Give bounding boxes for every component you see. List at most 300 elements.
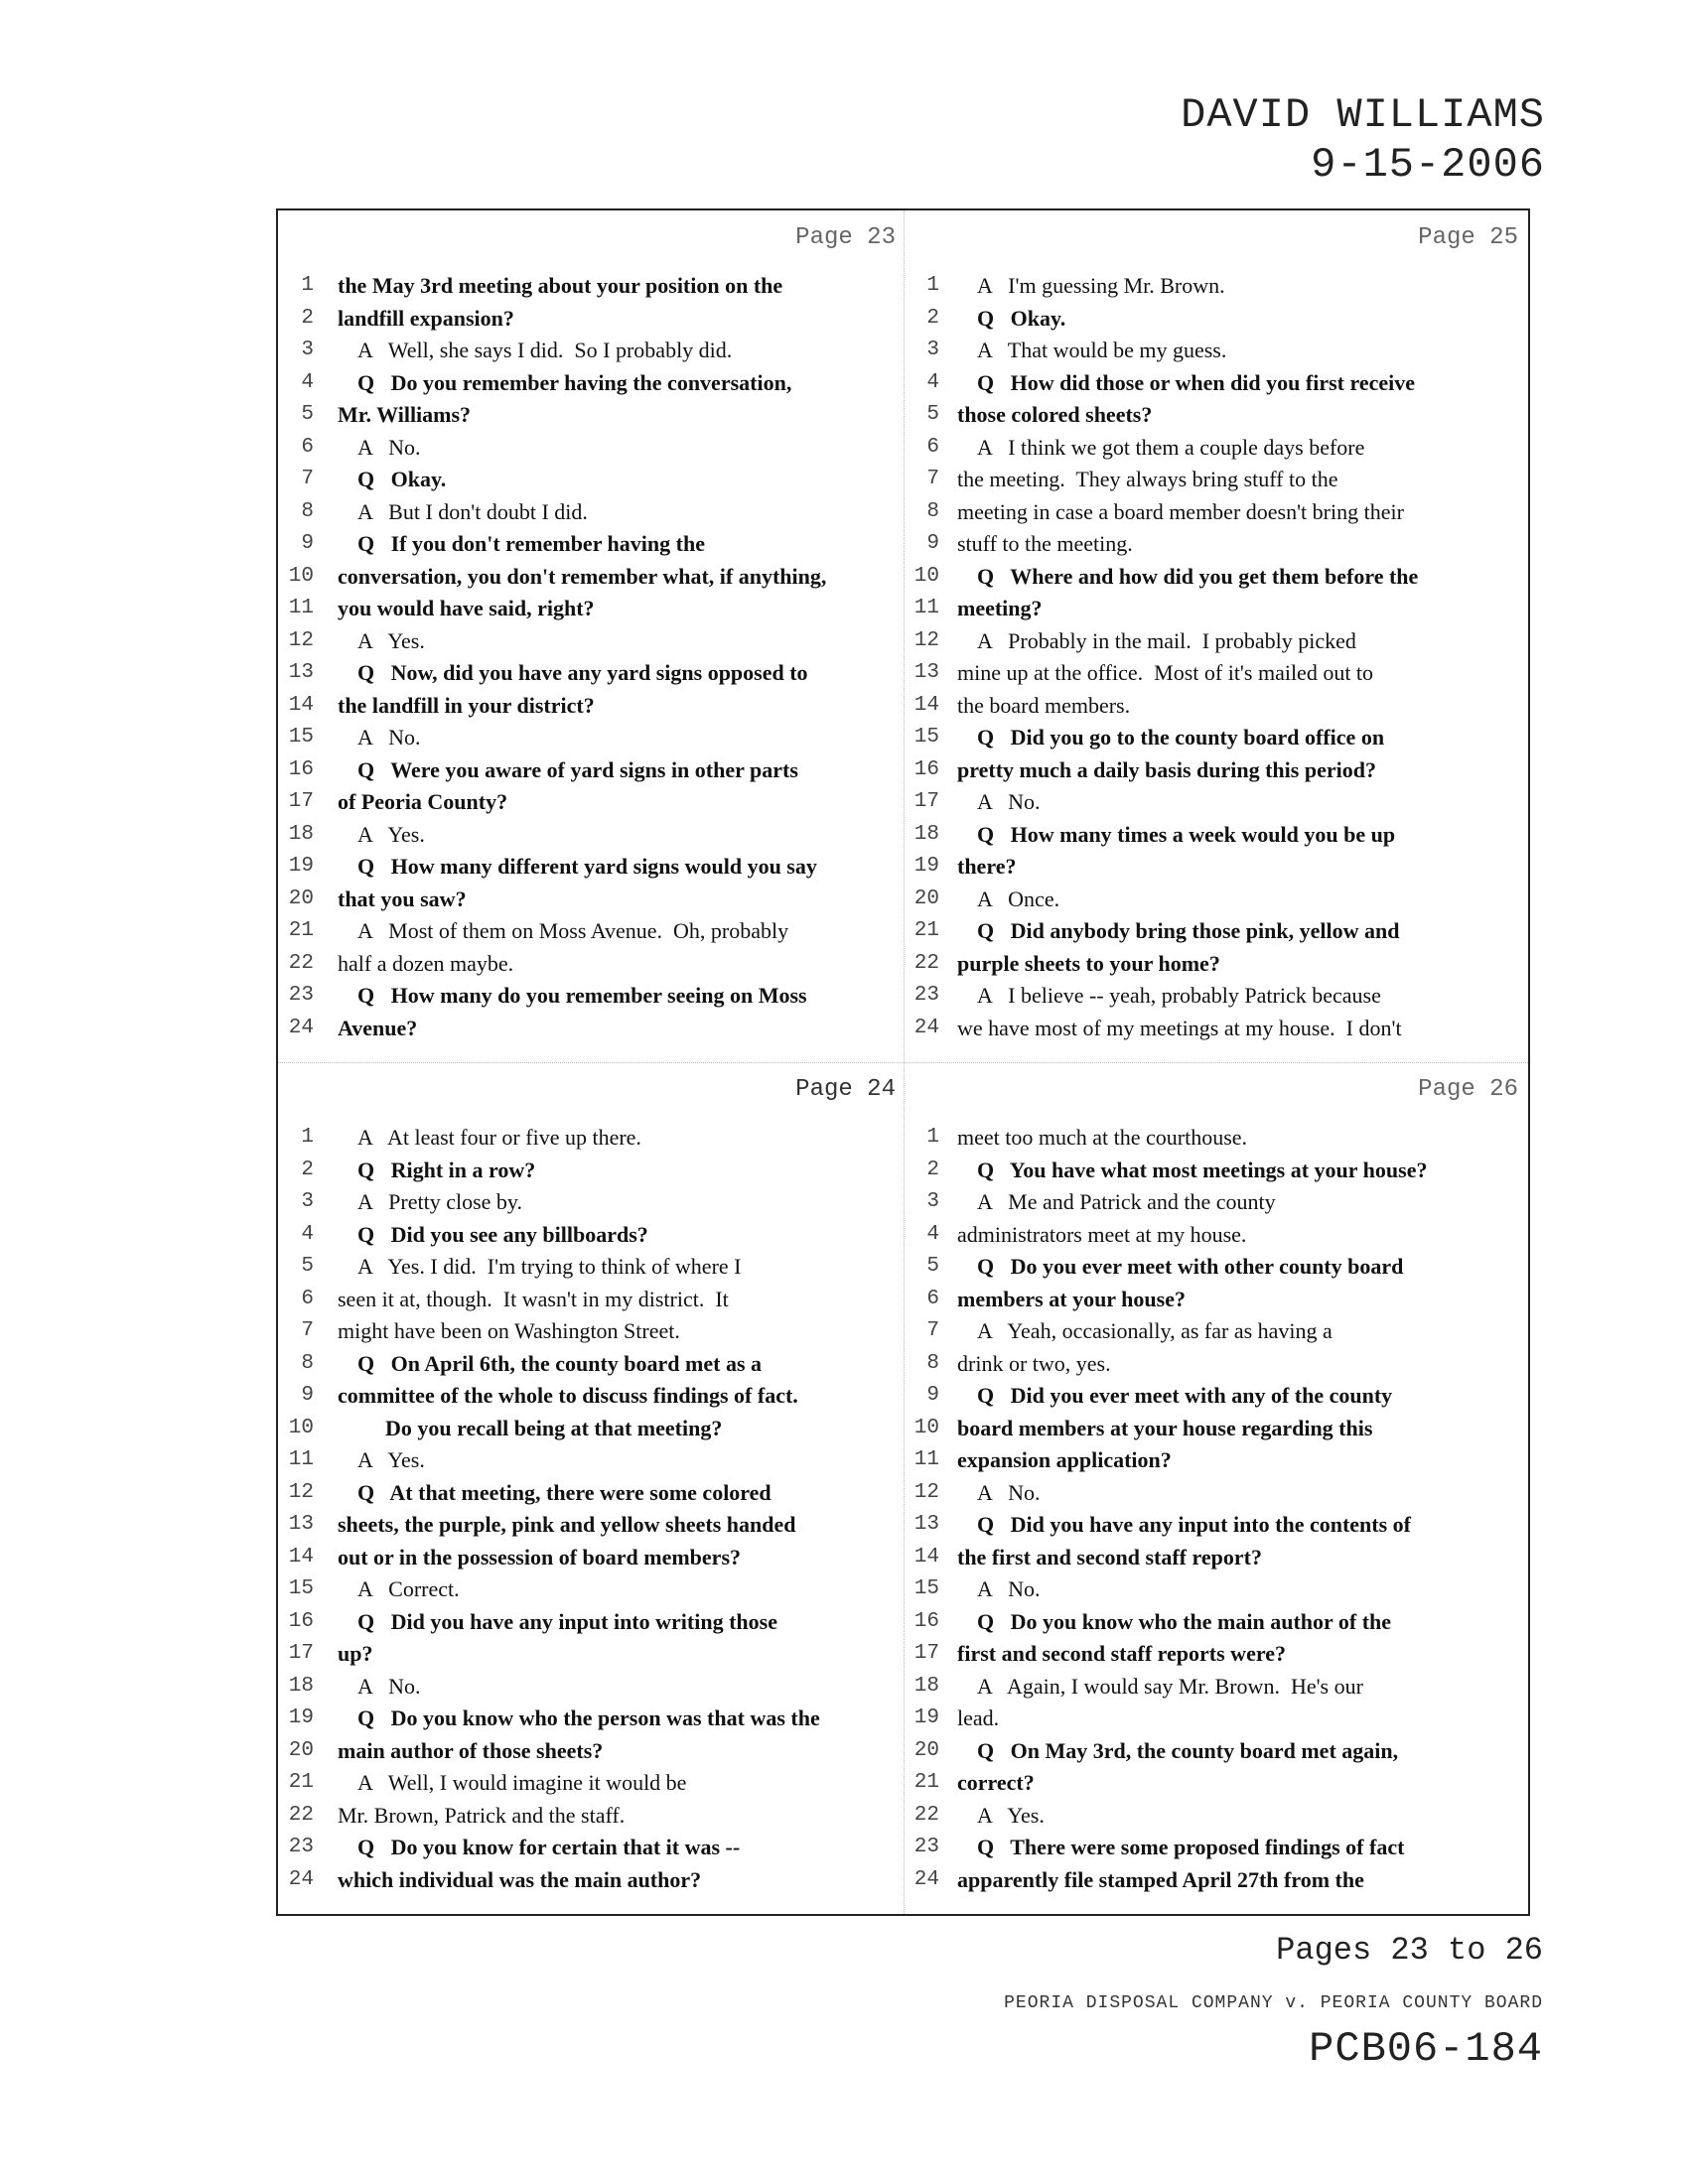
line-number: 9 [301, 532, 314, 555]
line-text: Mr. Williams? [338, 402, 472, 427]
transcript-line [904, 1348, 1530, 1381]
line-text: A Most of them on Moss Avenue. Oh, probably [357, 918, 789, 943]
line-text: Q If you don't remember having the [357, 531, 705, 556]
line-number: 17 [288, 790, 314, 813]
line-text: A No. [977, 1576, 1041, 1601]
transcript-line [904, 1444, 1530, 1477]
line-text: we have most of my meetings at my house. I don't [957, 1015, 1402, 1040]
line-number: 6 [301, 435, 314, 459]
line-text: the May 3rd meeting about your position on the [338, 273, 783, 298]
line-number: 8 [301, 1351, 314, 1375]
transcript-line [278, 851, 904, 884]
transcript-line [904, 690, 1530, 723]
line-text: half a dozen maybe. [338, 950, 514, 976]
transcript-line [278, 561, 904, 594]
line-text: members at your house? [957, 1286, 1186, 1311]
line-text: lead. [957, 1706, 1000, 1730]
transcript-line [904, 1735, 1530, 1768]
line-number: 20 [288, 887, 314, 910]
line-text: out or in the possession of board members? [338, 1544, 742, 1570]
line-number: 12 [288, 628, 314, 652]
line-text: Q Did you have any input into writing those [357, 1608, 777, 1634]
line-text: A I think we got them a couple days before [977, 434, 1365, 460]
transcript-line [904, 1186, 1530, 1219]
line-text: Q Do you know for certain that it was -- [357, 1835, 741, 1859]
line-number: 6 [926, 435, 939, 459]
line-text: the meeting. They always bring stuff to the [957, 467, 1338, 491]
line-number: 17 [913, 790, 939, 813]
transcript-lines [278, 270, 904, 1044]
transcript-line [278, 432, 904, 465]
line-number: 12 [913, 628, 939, 652]
transcript-line [904, 1380, 1530, 1413]
transcript-line [278, 335, 904, 367]
transcript-line [904, 593, 1530, 625]
transcript-line [904, 754, 1530, 787]
line-number: 18 [913, 1674, 939, 1698]
line-number: 4 [926, 1222, 939, 1246]
transcript-line [904, 367, 1530, 400]
deponent-name: DAVID WILLIAMS [1181, 91, 1545, 139]
line-text: Q At that meeting, there were some colored [357, 1479, 772, 1505]
line-number: 23 [288, 1836, 314, 1858]
line-text: Mr. Brown, Patrick and the staff. [338, 1802, 626, 1828]
line-number: 16 [913, 757, 939, 781]
line-number: 11 [913, 597, 939, 619]
line-text: pretty much a daily basis during this period? [957, 756, 1376, 782]
line-text: there? [957, 854, 1017, 879]
line-number: 21 [913, 1771, 939, 1794]
line-number: 21 [288, 1771, 314, 1794]
line-number: 11 [288, 597, 314, 619]
line-text: Q Do you know who the main author of the [977, 1608, 1392, 1634]
line-text: A No. [977, 789, 1041, 814]
line-number: 1 [301, 274, 314, 297]
transcript-line [278, 399, 904, 432]
line-text: purple sheets to your home? [957, 950, 1220, 976]
line-number: 13 [913, 1513, 939, 1536]
line-number: 5 [926, 1255, 939, 1278]
transcript-line [904, 819, 1530, 852]
transcript-line [904, 786, 1530, 819]
transcript-line [278, 690, 904, 723]
line-text: Q There were some proposed findings of fact [977, 1835, 1405, 1859]
transcript-line [904, 335, 1530, 367]
line-text: A Me and Patrick and the county [977, 1189, 1276, 1214]
transcript-frame [276, 208, 1530, 1916]
line-text: that you saw? [338, 886, 467, 911]
line-text: A Yes. [977, 1802, 1045, 1828]
transcript-line [278, 754, 904, 787]
line-text: Q Okay. [357, 467, 447, 491]
line-text: meeting in case a board member doesn't bring their [957, 498, 1404, 524]
transcript-line [278, 1832, 904, 1864]
line-text: board members at your house regarding this [957, 1415, 1373, 1440]
line-text: meet too much at the courthouse. [957, 1125, 1248, 1150]
transcript-line [904, 1315, 1530, 1348]
transcript-line [904, 1413, 1530, 1445]
line-text: mine up at the office. Most of it's mailed out to [957, 660, 1374, 685]
line-text: Q Where and how did you get them before the [977, 563, 1419, 589]
line-text: A Again, I would say Mr. Brown. He's our [977, 1673, 1363, 1699]
line-text: Q How did those or when did you first receive [977, 369, 1416, 395]
transcript-line [904, 1284, 1530, 1316]
line-number: 24 [913, 1016, 939, 1039]
transcript-line [278, 1251, 904, 1284]
line-text: expansion application? [957, 1447, 1172, 1472]
line-number: 15 [913, 1577, 939, 1600]
line-number: 2 [926, 1158, 939, 1181]
line-text: A Probably in the mail. I probably picked [977, 627, 1356, 653]
line-text: A Once. [977, 886, 1060, 911]
line-number: 7 [926, 1319, 939, 1342]
line-number: 5 [301, 403, 314, 426]
transcript-line [278, 1348, 904, 1381]
deposition-date: 9-15-2006 [1311, 141, 1545, 189]
line-number: 8 [926, 499, 939, 523]
line-number: 13 [288, 1513, 314, 1536]
transcript-line [904, 884, 1530, 916]
line-number: 23 [913, 984, 939, 1007]
line-number: 22 [913, 1803, 939, 1827]
line-number: 9 [926, 1384, 939, 1407]
line-text: apparently file stamped April 27th from the [957, 1866, 1364, 1892]
transcript-line [278, 1413, 904, 1445]
transcript-line [278, 1735, 904, 1768]
line-text: first and second staff reports were? [957, 1641, 1286, 1666]
line-text: Q Now, did you have any yard signs opposed to [357, 660, 808, 685]
line-text: Q Right in a row? [357, 1157, 536, 1182]
transcript-line [904, 1703, 1530, 1735]
transcript-line [278, 464, 904, 496]
line-number: 1 [926, 1126, 939, 1149]
line-number: 10 [288, 564, 314, 588]
line-text: A No. [357, 434, 421, 460]
transcript-line [278, 270, 904, 303]
line-text: Q On May 3rd, the county board met again, [977, 1737, 1399, 1763]
transcript-line [278, 1542, 904, 1574]
transcript-line [278, 1703, 904, 1735]
transcript-line [904, 1573, 1530, 1606]
line-text: Q Did you ever meet with any of the county [977, 1383, 1393, 1408]
transcript-line [278, 1767, 904, 1800]
line-number: 12 [288, 1480, 314, 1504]
transcript-line [904, 657, 1530, 690]
transcript-line [278, 1155, 904, 1187]
line-text: Q Did you see any billboards? [357, 1221, 648, 1247]
line-number: 15 [288, 726, 314, 749]
line-number: 23 [913, 1836, 939, 1858]
transcript-line [278, 1800, 904, 1833]
line-number: 16 [288, 1609, 314, 1633]
transcript-line [278, 1122, 904, 1155]
transcript-line [904, 1013, 1530, 1045]
line-number: 20 [913, 887, 939, 910]
transcript-line [278, 303, 904, 336]
line-text: A Yes. [357, 821, 425, 847]
line-number: 3 [301, 1190, 314, 1213]
line-number: 13 [288, 661, 314, 684]
line-number: 10 [913, 1416, 939, 1439]
line-number: 11 [913, 1448, 939, 1471]
transcript-line [278, 1573, 904, 1606]
line-text: main author of those sheets? [338, 1737, 604, 1763]
line-number: 14 [288, 693, 314, 717]
line-text: Q Do you ever meet with other county board [977, 1254, 1404, 1279]
line-number: 19 [913, 855, 939, 878]
line-text: A I'm guessing Mr. Brown. [977, 273, 1225, 298]
line-text: Q On April 6th, the county board met as a [357, 1350, 763, 1376]
page-number: Page 25 [1418, 224, 1518, 251]
page-number: Page 26 [1418, 1076, 1518, 1103]
transcript-line [904, 722, 1530, 754]
line-text: A Yes. [357, 627, 425, 653]
transcript-line [904, 1606, 1530, 1639]
line-number: 4 [301, 370, 314, 394]
line-text: the landfill in your district? [338, 692, 595, 718]
line-text: A No. [977, 1479, 1041, 1505]
transcript-line [904, 1219, 1530, 1252]
line-number: 16 [288, 757, 314, 781]
transcript-line [904, 625, 1530, 658]
transcript-line [278, 1315, 904, 1348]
transcript-line [904, 948, 1530, 981]
line-text: Q Do you remember having the conversation, [357, 369, 792, 395]
line-text: Q Were you aware of yard signs in other parts [357, 756, 798, 782]
line-text: conversation, you don't remember what, if anything, [338, 563, 827, 589]
transcript-line [278, 1013, 904, 1045]
line-number: 20 [913, 1738, 939, 1762]
line-number: 14 [288, 1545, 314, 1569]
line-number: 5 [926, 403, 939, 426]
line-number: 6 [926, 1287, 939, 1310]
transcript-line [904, 1477, 1530, 1510]
line-number: 7 [301, 468, 314, 490]
line-number: 10 [913, 564, 939, 588]
line-number: 22 [288, 951, 314, 975]
line-number: 23 [288, 984, 314, 1007]
line-text: committee of the whole to discuss findings of fact. [338, 1383, 798, 1408]
line-text: correct? [957, 1770, 1035, 1795]
transcript-line [278, 593, 904, 625]
transcript-line [904, 1800, 1530, 1833]
line-number: 24 [288, 1016, 314, 1039]
line-number: 15 [913, 726, 939, 749]
line-number: 17 [288, 1642, 314, 1665]
transcript-line [904, 851, 1530, 884]
transcript-page-24 [278, 1062, 904, 1916]
line-number: 13 [913, 661, 939, 684]
case-caption: PEORIA DISPOSAL COMPANY v. PEORIA COUNTY BOARD [1004, 1993, 1543, 2013]
transcript-line [278, 367, 904, 400]
line-number: 1 [301, 1126, 314, 1149]
transcript-line [904, 1638, 1530, 1671]
line-text: you would have said, right? [338, 596, 595, 620]
line-text: Q Did you have any input into the contents of [977, 1512, 1412, 1537]
transcript-line [904, 270, 1530, 303]
line-number: 16 [913, 1609, 939, 1633]
line-text: A Well, I would imagine it would be [357, 1770, 687, 1795]
line-text: A But I don't doubt I did. [357, 498, 588, 524]
line-number: 17 [913, 1642, 939, 1665]
line-text: sheets, the purple, pink and yellow sheets handed [338, 1512, 796, 1537]
transcript-line [904, 1864, 1530, 1897]
line-text: which individual was the main author? [338, 1866, 702, 1892]
line-text: up? [338, 1641, 373, 1666]
line-number: 14 [913, 693, 939, 717]
line-number: 6 [301, 1287, 314, 1310]
transcript-line [904, 1832, 1530, 1864]
line-number: 12 [913, 1480, 939, 1504]
transcript-line [904, 432, 1530, 465]
transcript-line [278, 1606, 904, 1639]
line-number: 2 [926, 306, 939, 330]
transcript-line [904, 1767, 1530, 1800]
transcript-line [904, 399, 1530, 432]
line-number: 21 [913, 919, 939, 942]
line-text: Q Did you go to the county board office on [977, 725, 1385, 750]
line-number: 19 [913, 1706, 939, 1729]
line-number: 10 [288, 1416, 314, 1439]
line-text: A Correct. [357, 1576, 460, 1601]
transcript-page-23 [278, 210, 904, 1062]
line-number: 9 [301, 1384, 314, 1407]
transcript-page-26 [904, 1062, 1530, 1916]
transcript-line [278, 528, 904, 561]
transcript-line [278, 625, 904, 658]
transcript-line [278, 786, 904, 819]
line-number: 22 [288, 1803, 314, 1827]
line-text: Q How many times a week would you be up [977, 821, 1396, 847]
transcript-line [904, 496, 1530, 529]
transcript-line [278, 1444, 904, 1477]
transcript-line [278, 496, 904, 529]
line-text: drink or two, yes. [957, 1350, 1111, 1376]
transcript-line [278, 884, 904, 916]
transcript-line [904, 1509, 1530, 1542]
line-number: 18 [288, 822, 314, 846]
transcript-line [904, 980, 1530, 1013]
transcript-line [904, 1251, 1530, 1284]
transcript-line [278, 1509, 904, 1542]
line-number: 24 [288, 1867, 314, 1891]
line-number: 19 [288, 1706, 314, 1729]
line-number: 22 [913, 951, 939, 975]
transcript-line [278, 1671, 904, 1704]
line-number: 2 [301, 306, 314, 330]
line-text: Q You have what most meetings at your house? [977, 1157, 1428, 1182]
transcript-line [904, 915, 1530, 948]
transcript-line [278, 1380, 904, 1413]
line-number: 14 [913, 1545, 939, 1569]
line-number: 3 [301, 339, 314, 361]
transcript-line [278, 657, 904, 690]
line-number: 20 [288, 1738, 314, 1762]
line-text: Q How many do you remember seeing on Moss [357, 983, 807, 1008]
case-number: PCB06-184 [1309, 2025, 1543, 2073]
line-text: those colored sheets? [957, 402, 1153, 427]
transcript-line [904, 1671, 1530, 1704]
line-text: A No. [357, 1673, 421, 1699]
line-number: 9 [926, 532, 939, 555]
transcript-line [278, 948, 904, 981]
line-number: 8 [926, 1351, 939, 1375]
line-text: administrators meet at my house. [957, 1221, 1247, 1247]
line-text: A Yes. I did. I'm trying to think of where I [357, 1254, 742, 1279]
line-number: 21 [288, 919, 314, 942]
line-text: A Yes. [357, 1447, 425, 1472]
transcript-line [278, 915, 904, 948]
line-number: 7 [926, 468, 939, 490]
pages-range: Pages 23 to 26 [1276, 1932, 1543, 1969]
line-number: 11 [288, 1448, 314, 1471]
line-number: 2 [301, 1158, 314, 1181]
transcript-page-25 [904, 210, 1530, 1062]
transcript-line [278, 980, 904, 1013]
line-text: landfill expansion? [338, 305, 514, 331]
transcript-line [904, 1122, 1530, 1155]
transcript-lines [904, 270, 1530, 1044]
line-text: Q Okay. [977, 305, 1066, 331]
line-text: might have been on Washington Street. [338, 1318, 680, 1343]
line-text: the board members. [957, 692, 1131, 718]
transcript-line [278, 1186, 904, 1219]
line-number: 4 [926, 370, 939, 394]
transcript-line [278, 1638, 904, 1671]
line-text: A Yeah, occasionally, as far as having a [977, 1318, 1333, 1343]
line-text: A No. [357, 725, 421, 750]
line-text: A At least four or five up there. [357, 1125, 641, 1150]
line-text: Do you recall being at that meeting? [385, 1415, 723, 1440]
line-text: seen it at, though. It wasn't in my district. It [338, 1286, 729, 1311]
line-number: 3 [926, 339, 939, 361]
transcript-line [278, 722, 904, 754]
line-text: Q Do you know who the person was that was the [357, 1706, 820, 1730]
line-number: 7 [301, 1319, 314, 1342]
transcript-line [904, 1542, 1530, 1574]
line-text: stuff to the meeting. [957, 531, 1133, 556]
transcript-line [904, 303, 1530, 336]
line-number: 4 [301, 1222, 314, 1246]
line-number: 8 [301, 499, 314, 523]
transcript-line [904, 1155, 1530, 1187]
transcript-line [278, 1864, 904, 1897]
line-number: 18 [913, 822, 939, 846]
line-number: 15 [288, 1577, 314, 1600]
line-text: Avenue? [338, 1015, 418, 1040]
line-text: Q Did anybody bring those pink, yellow and [977, 918, 1400, 943]
line-number: 19 [288, 855, 314, 878]
transcript-line [904, 561, 1530, 594]
line-number: 24 [913, 1867, 939, 1891]
line-number: 1 [926, 274, 939, 297]
transcript-lines [904, 1122, 1530, 1896]
line-text: of Peoria County? [338, 789, 508, 814]
transcript-line [278, 1219, 904, 1252]
line-text: A Pretty close by. [357, 1189, 522, 1214]
page-number: Page 23 [795, 224, 896, 251]
transcript-line [904, 464, 1530, 496]
line-text: the first and second staff report? [957, 1544, 1262, 1570]
line-number: 3 [926, 1190, 939, 1213]
transcript-line [904, 528, 1530, 561]
line-number: 18 [288, 1674, 314, 1698]
line-text: A Well, she says I did. So I probably did. [357, 338, 733, 362]
transcript-line [278, 1284, 904, 1316]
line-text: meeting? [957, 596, 1043, 620]
line-text: A I believe -- yeah, probably Patrick because [977, 983, 1381, 1008]
page-number: Page 24 [795, 1076, 896, 1103]
